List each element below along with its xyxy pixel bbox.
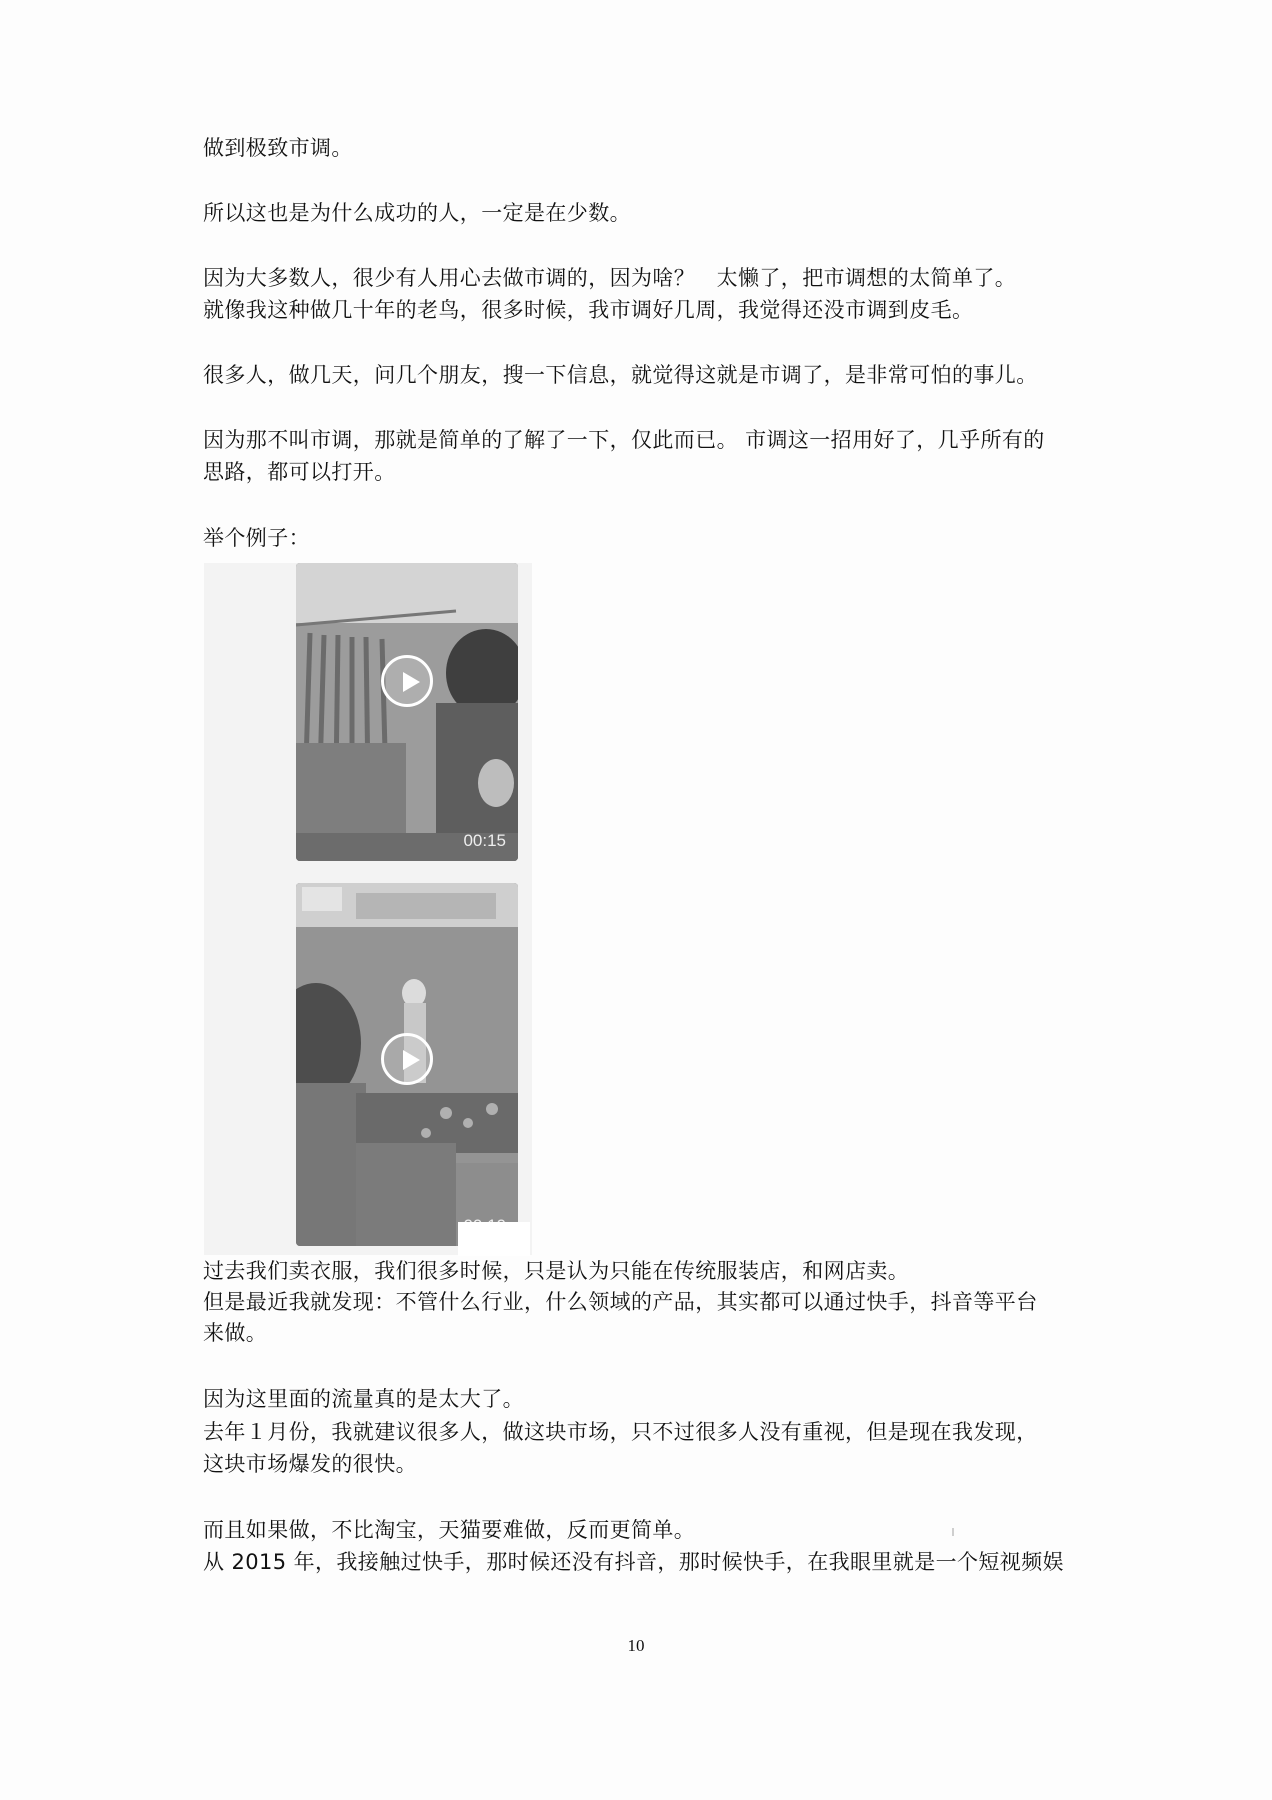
video-thumbnail[interactable] xyxy=(296,563,518,861)
paragraph-line: 因为这里面的流量真的是太大了。 xyxy=(203,1387,524,1411)
paragraph-line: 因为那不叫市调，那就是简单的了解了一下，仅此而已。 市调这一招用好了，几乎所有的 xyxy=(203,428,1045,452)
paragraph-line: 而且如果做，不比淘宝，天猫要难做，反而更简单。 xyxy=(203,1518,696,1542)
paragraph-line: 所以这也是为什么成功的人，一定是在少数。 xyxy=(203,201,631,225)
paragraph-line: 但是最近我就发现：不管什么行业，什么领域的产品，其实都可以通过快手，抖音等平台 xyxy=(203,1290,1038,1314)
redaction-patch xyxy=(458,1222,530,1256)
paragraph-line: 很多人，做几天，问几个朋友，搜一下信息，就觉得这就是市调了，是非常可怕的事儿。 xyxy=(203,363,1038,387)
paragraph-line: 就像我这种做几十年的老鸟，很多时候，我市调好几周，我觉得还没市调到皮毛。 xyxy=(203,298,974,322)
paragraph-line: 从 2015 年，我接触过快手，那时候还没有抖音，那时候快手，在我眼里就是一个短视频娱 xyxy=(203,1550,1064,1574)
paragraph-line: 思路，都可以打开。 xyxy=(203,460,396,484)
video-thumbnail[interactable] xyxy=(296,883,518,1246)
play-icon[interactable] xyxy=(381,1033,433,1085)
scan-speck xyxy=(952,1528,954,1536)
paragraph-line: 举个例子： xyxy=(203,526,310,550)
paragraph-line: 做到极致市调。 xyxy=(203,136,353,160)
paragraph-line: 去年１月份，我就建议很多人，做这块市场，只不过很多人没有重视，但是现在我发现， xyxy=(203,1420,1038,1444)
paragraph-line: 过去我们卖衣服，我们很多时候，只是认为只能在传统服装店，和网店卖。 xyxy=(203,1259,910,1283)
page-number: 10 xyxy=(627,1636,645,1655)
paragraph-line: 来做。 xyxy=(203,1321,268,1345)
video-duration: 00:15 xyxy=(463,831,506,850)
paragraph-line: 这块市场爆发的很快。 xyxy=(203,1452,417,1476)
video-messages-screenshot xyxy=(204,563,532,1255)
video-frame-image xyxy=(296,563,518,861)
play-icon[interactable] xyxy=(381,655,433,707)
paragraph-line: 因为大多数人，很少有人用心去做市调的，因为啥？ 太懒了，把市调想的太简单了。 xyxy=(203,266,1017,290)
